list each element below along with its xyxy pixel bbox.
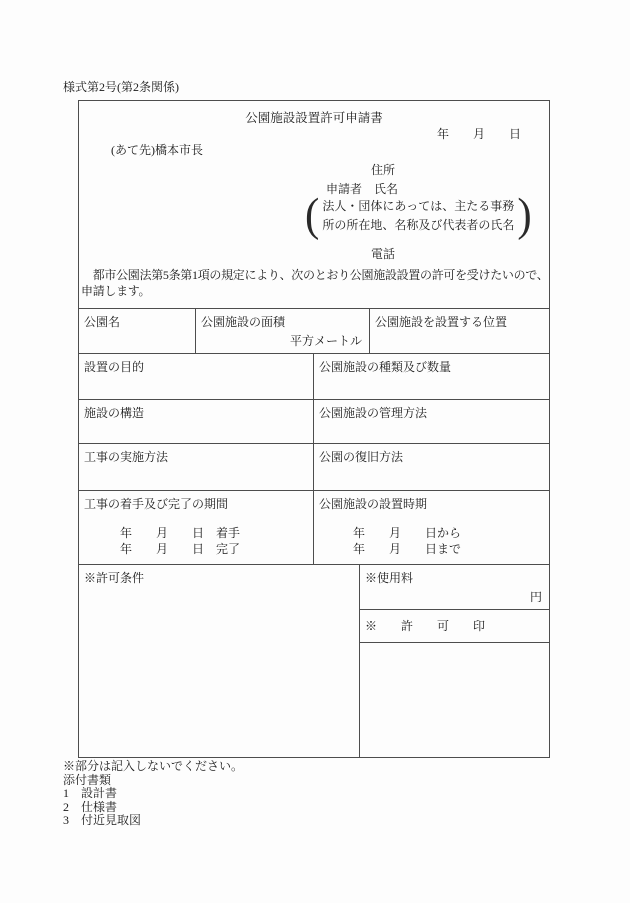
corporate-note	[305, 190, 532, 241]
construction-period-label: 工事の着手及び完了の期間	[84, 497, 229, 511]
statement-line1: 都市公園法第5条第1項の規定により、次のとおり公園施設設置の許可を受けたいので、	[81, 268, 549, 282]
form-number-label: 様式第2号(第2条関係)	[63, 80, 179, 94]
installation-period-dates	[353, 525, 544, 557]
type-quantity-cell: 公園施設の種類及び数量	[313, 354, 549, 399]
fee-unit-label: 円	[529, 590, 542, 604]
fee-label: ※使用料	[365, 571, 414, 585]
facility-location-cell: 公園施設を設置する位置	[369, 309, 549, 353]
fill-in-note: ※部分は記入しないでください。	[63, 759, 244, 773]
phone-label: 電話	[371, 247, 396, 261]
applicant-name-label: 氏名	[374, 182, 399, 196]
installation-from-line: 年 月 日から	[353, 526, 462, 540]
permit-seal-cell: ※ 許 可 印	[360, 609, 549, 642]
structure-cell: 施設の構造	[84, 406, 145, 420]
application-statement	[81, 267, 549, 299]
area-unit-label: 平方メートル	[289, 334, 362, 348]
table-row-period	[79, 490, 549, 564]
table-row-permit	[79, 564, 549, 757]
restoration-cell: 公園の復旧方法	[313, 444, 549, 490]
footer-notes	[63, 760, 243, 828]
attachment-item: 3 付近見取図	[63, 813, 142, 827]
construction-period-cell	[79, 491, 313, 564]
corporate-note-text	[319, 197, 517, 235]
park-name-cell: 公園名	[84, 315, 121, 329]
table-row-construction	[79, 443, 549, 490]
table-row-park	[79, 308, 549, 353]
fee-cell	[360, 565, 549, 609]
period-end-line: 年 月 日 完了	[120, 542, 241, 556]
installation-period-cell	[313, 491, 549, 564]
form-title: 公園施設設置許可申請書	[245, 111, 383, 125]
construction-method-cell: 工事の実施方法	[84, 450, 169, 464]
open-paren-glyph: (	[305, 190, 320, 241]
attachment-item: 2 仕様書	[63, 799, 118, 814]
close-paren-glyph: )	[517, 190, 532, 241]
application-form-box	[78, 100, 550, 758]
management-cell: 公園施設の管理方法	[313, 400, 549, 443]
blank-cell	[360, 642, 549, 757]
applicant-label: 申請者	[326, 182, 363, 196]
permit-conditions-cell: ※許可条件	[84, 571, 145, 585]
date-line: 年 月 日	[436, 127, 521, 141]
attachment-item: 1 設計書	[63, 786, 118, 800]
facility-area-label: 公園施設の面積	[201, 315, 286, 329]
statement-line2: 申請します。	[81, 284, 151, 298]
applicant-address-label: 住所	[371, 163, 396, 177]
permit-right-column	[359, 565, 549, 757]
installation-to-line: 年 月 日まで	[353, 542, 462, 556]
construction-period-dates	[120, 525, 308, 557]
table-row-structure	[79, 399, 549, 443]
table-row-purpose	[79, 353, 549, 399]
form-header	[79, 101, 549, 308]
facility-area-cell	[195, 309, 369, 353]
corporate-note-line1: 法人・団体にあっては、主たる事務	[322, 199, 515, 213]
installation-period-label: 公園施設の設置時期	[319, 497, 428, 511]
corporate-note-line2: 所の所在地、名称及び代表者の氏名	[322, 218, 515, 232]
attachments-label: 添付書類	[63, 772, 112, 787]
addressee-line: (あて先)橋本市長	[111, 143, 203, 157]
period-start-line: 年 月 日 着手	[120, 526, 241, 540]
purpose-cell: 設置の目的	[84, 360, 145, 374]
